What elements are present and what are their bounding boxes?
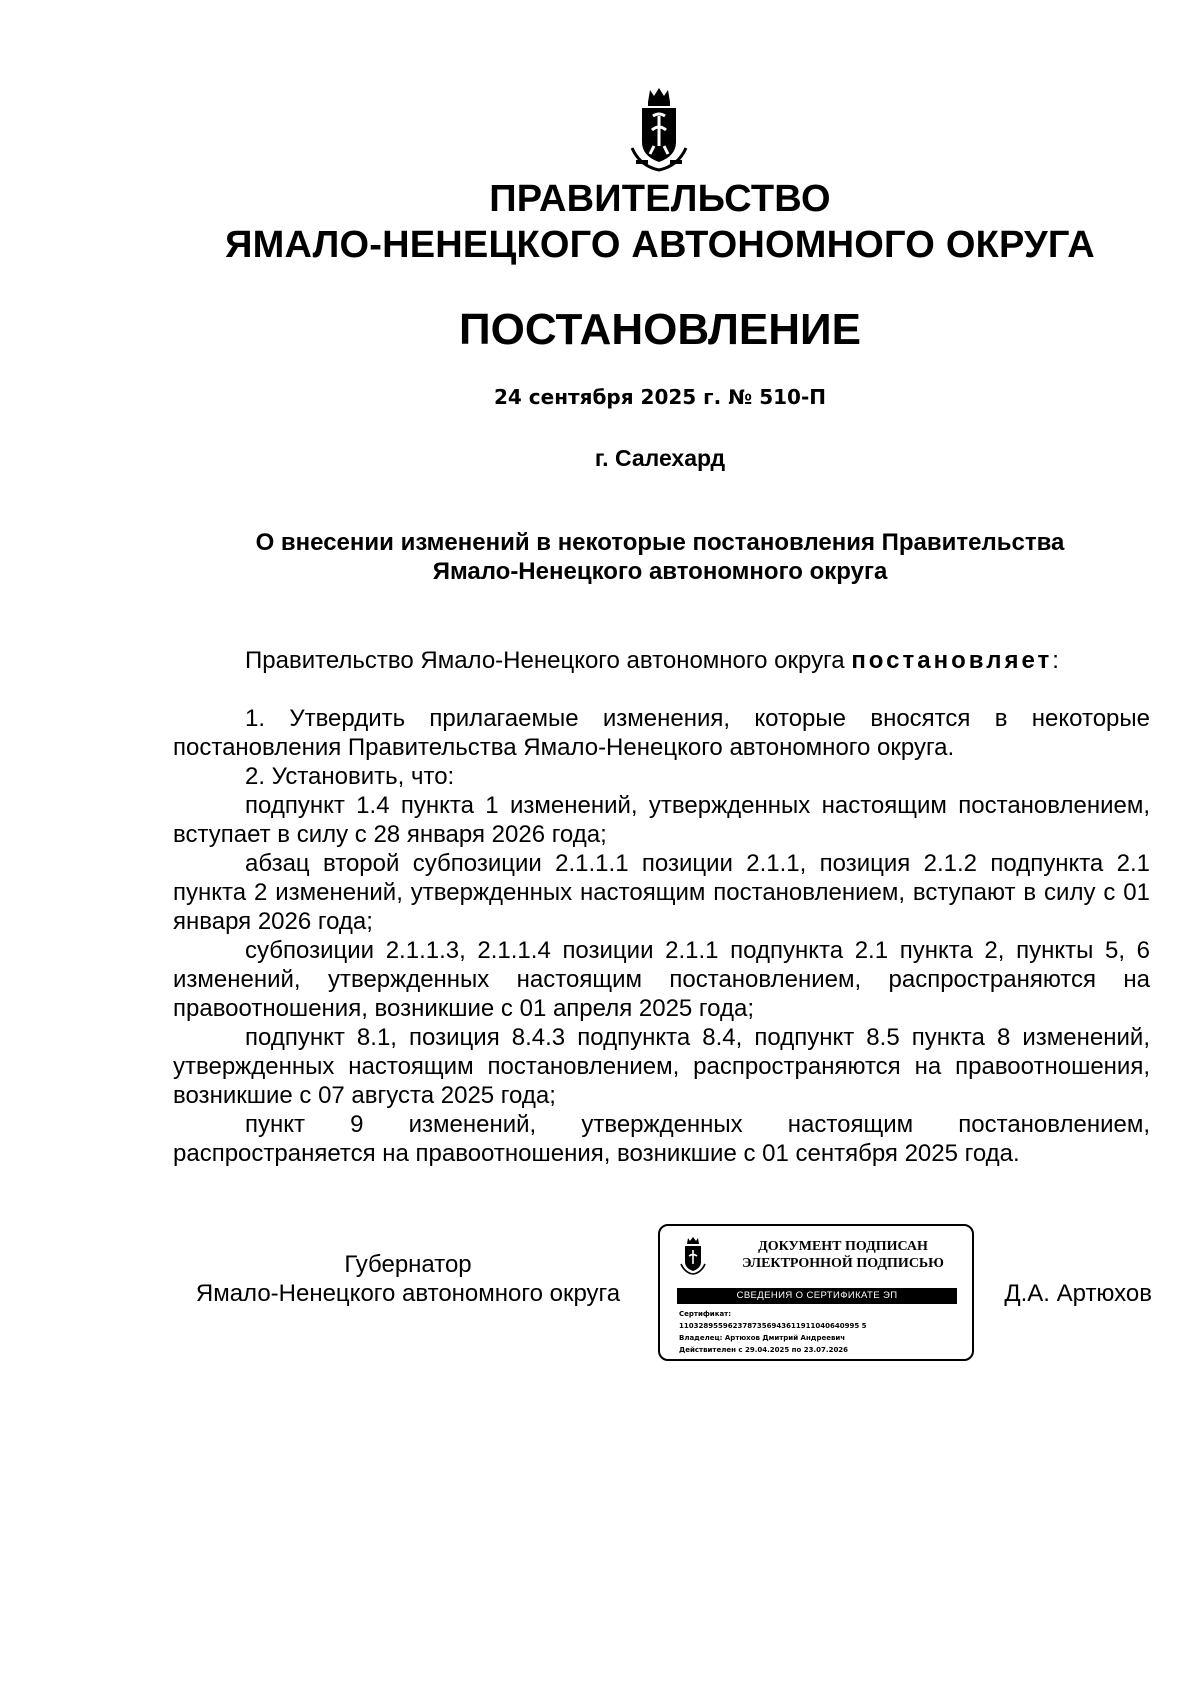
- stamp-emblem-icon: [680, 1236, 706, 1276]
- subject-line-1: О внесении изменений в некоторые постановления Правительства: [255, 529, 1065, 556]
- cert-validity: Действителен с 29.04.2025 по 23.07.2026: [679, 1346, 849, 1354]
- title-line-1: ПРАВИТЕЛЬСТВО: [489, 178, 831, 220]
- cert-label: Сертификат:: [679, 1310, 732, 1318]
- government-title: [0, 176, 1200, 268]
- cert-number: 1103289559623787356943611911040640995 5: [679, 1322, 867, 1330]
- item-2-e: пункт 9 изменений, утвержденных настоящим постановлением, распространяется на правоотношения, возникшие с 01 сентября 2025 года.: [173, 1111, 1150, 1167]
- item-2: 2. Установить, что:: [245, 763, 455, 790]
- post-line-1: Губернатор: [344, 1251, 472, 1278]
- item-2-d: подпункт 8.1, позиция 8.4.3 подпункта 8.4, подпункт 8.5 пункта 8 изменений, утвержденных настоящим постановлением, распространяются на правоотношения, возникшие с 07 августа 2025 года;: [173, 1024, 1150, 1109]
- document-date-number: 24 сентября 2025 г. № 510-П: [493, 385, 826, 409]
- stamp-title: ДОКУМЕНТ ПОДПИСАН ЭЛЕКТРОННОЙ ПОДПИСЬЮ: [742, 1239, 944, 1271]
- signatory-name: Д.А. Артюхов: [1004, 1280, 1152, 1307]
- subject-line-2: Ямало-Ненецкого автономного округа: [432, 558, 888, 585]
- item-2-c: субпозиции 2.1.1.3, 2.1.1.4 позиции 2.1.1 подпункта 2.1 пункта 2, пункты 5, 6 изменений, утвержденных настоящим постановлением, распространяются на правоотношения, возникшие с 01 апреля 2025 года;: [173, 937, 1150, 1022]
- e-signature-stamp: [658, 1224, 974, 1361]
- document-type: ПОСТАНОВЛЕНИЕ: [458, 305, 862, 354]
- cert-owner: Владелец: Артюхов Дмитрий Андреевич: [679, 1334, 846, 1342]
- item-1: 1. Утвердить прилагаемые изменения, которые вносятся в некоторые постановления Правительства Ямало-Ненецкого автономного округа.: [173, 705, 1150, 761]
- document-subject: [0, 528, 1200, 586]
- post-line-2: Ямало-Ненецкого автономного округа: [195, 1280, 621, 1307]
- preamble: Правительство Ямало-Ненецкого автономного округа постановляет:: [245, 647, 1059, 674]
- preamble-keyword: постановляет: [851, 647, 1053, 674]
- coat-of-arms-icon: [628, 86, 690, 176]
- document-city: г. Салехард: [594, 445, 726, 471]
- stamp-certificate-bar: СВЕДЕНИЯ О СЕРТИФИКАТЕ ЭП: [677, 1288, 957, 1304]
- item-2-b: абзац второй субпозиции 2.1.1.1 позиции 2.1.1, позиция 2.1.2 подпункта 2.1 пункта 2 изменений, утвержденных настоящим постановлением, вступают в силу с 01 января 2026 года;: [173, 850, 1150, 935]
- signatory-post: [173, 1250, 643, 1308]
- document-body: [173, 646, 1150, 1168]
- item-2-a: подпункт 1.4 пункта 1 изменений, утвержденных настоящим постановлением, вступает в силу с 28 января 2026 года;: [173, 792, 1150, 848]
- title-line-2: ЯМАЛО-НЕНЕЦКОГО АВТОНОМНОГО ОКРУГА: [225, 224, 1095, 266]
- stamp-certificate-details: [679, 1308, 969, 1356]
